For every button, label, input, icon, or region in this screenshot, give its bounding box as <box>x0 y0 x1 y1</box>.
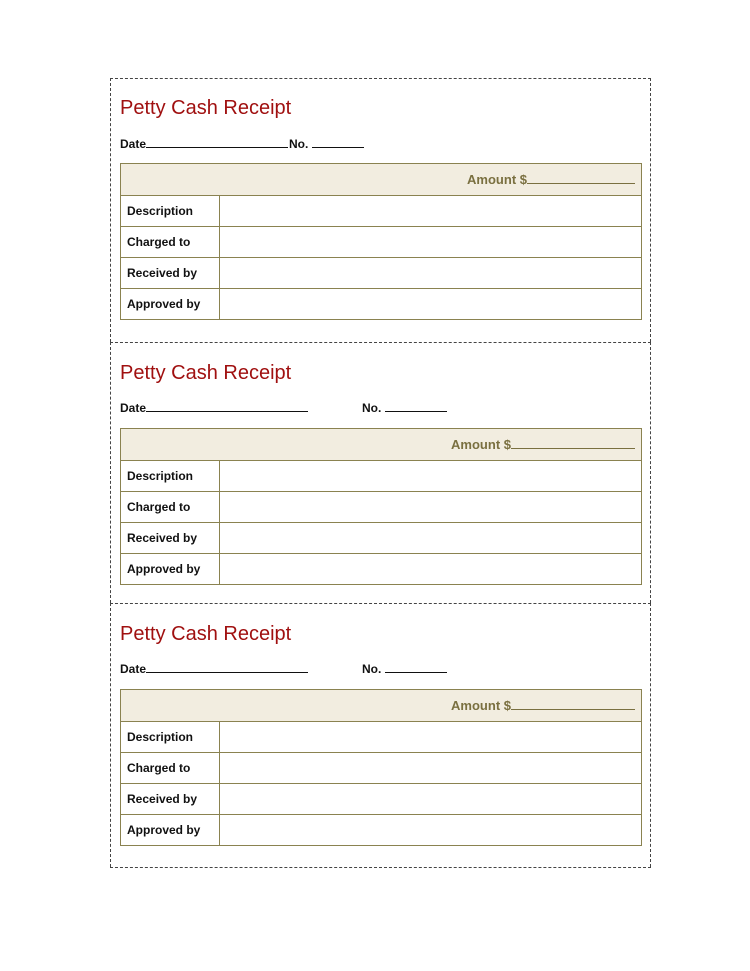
number-line <box>385 401 447 412</box>
charged-to-label: Charged to <box>121 753 220 784</box>
amount-label: Amount $ <box>467 172 527 187</box>
received-by-label: Received by <box>121 784 220 815</box>
description-field[interactable] <box>220 722 642 753</box>
approved-by-label: Approved by <box>121 815 220 846</box>
charged-to-field[interactable] <box>220 227 642 258</box>
date-field[interactable] <box>120 137 288 151</box>
table-row <box>121 227 642 258</box>
approved-by-field[interactable] <box>220 815 642 846</box>
amount-label: Amount $ <box>451 698 511 713</box>
receipt-1 <box>110 78 651 342</box>
receipt-title: Petty Cash Receipt <box>120 362 292 384</box>
table-row <box>121 196 642 227</box>
number-field[interactable] <box>289 137 364 151</box>
charged-to-field[interactable] <box>220 492 642 523</box>
date-label: Date <box>120 662 147 676</box>
amount-line <box>527 172 635 184</box>
receipt-table <box>120 689 642 846</box>
description-label: Description <box>121 196 220 227</box>
description-field[interactable] <box>220 461 642 492</box>
number-line <box>312 137 364 148</box>
approved-by-field[interactable] <box>220 554 642 585</box>
charged-to-label: Charged to <box>121 492 220 523</box>
received-by-field[interactable] <box>220 784 642 815</box>
date-line <box>146 137 288 148</box>
approved-by-field[interactable] <box>220 289 642 320</box>
received-by-label: Received by <box>121 523 220 554</box>
table-row <box>121 815 642 846</box>
amount-field[interactable] <box>121 690 642 722</box>
description-label: Description <box>121 722 220 753</box>
receipt-3 <box>110 603 651 867</box>
table-row <box>121 492 642 523</box>
number-field[interactable] <box>362 662 447 676</box>
receipt-title: Petty Cash Receipt <box>120 623 292 645</box>
amount-field[interactable] <box>121 429 642 461</box>
table-row <box>121 753 642 784</box>
approved-by-label: Approved by <box>121 289 220 320</box>
received-by-field[interactable] <box>220 523 642 554</box>
table-row <box>121 258 642 289</box>
table-row <box>121 784 642 815</box>
number-field[interactable] <box>362 401 447 415</box>
date-line <box>146 662 308 673</box>
table-row <box>121 722 642 753</box>
amount-line <box>511 437 635 449</box>
date-line <box>146 401 308 412</box>
amount-field[interactable] <box>121 164 642 196</box>
receipt-table <box>120 428 642 585</box>
receipt-2 <box>110 342 651 603</box>
approved-by-label: Approved by <box>121 554 220 585</box>
receipt-title: Petty Cash Receipt <box>120 97 292 119</box>
description-field[interactable] <box>220 196 642 227</box>
amount-line <box>511 698 635 710</box>
table-row <box>121 554 642 585</box>
amount-label: Amount $ <box>451 437 511 452</box>
number-label: No. <box>289 137 309 151</box>
date-field[interactable] <box>120 401 308 415</box>
number-line <box>385 662 447 673</box>
charged-to-field[interactable] <box>220 753 642 784</box>
number-label: No. <box>362 662 382 676</box>
received-by-field[interactable] <box>220 258 642 289</box>
table-row <box>121 523 642 554</box>
description-label: Description <box>121 461 220 492</box>
charged-to-label: Charged to <box>121 227 220 258</box>
date-label: Date <box>120 401 147 415</box>
table-row <box>121 289 642 320</box>
cut-line-bottom <box>110 867 651 868</box>
receipt-table <box>120 163 642 320</box>
number-label: No. <box>362 401 382 415</box>
date-label: Date <box>120 137 147 151</box>
table-row <box>121 461 642 492</box>
received-by-label: Received by <box>121 258 220 289</box>
date-field[interactable] <box>120 662 308 676</box>
